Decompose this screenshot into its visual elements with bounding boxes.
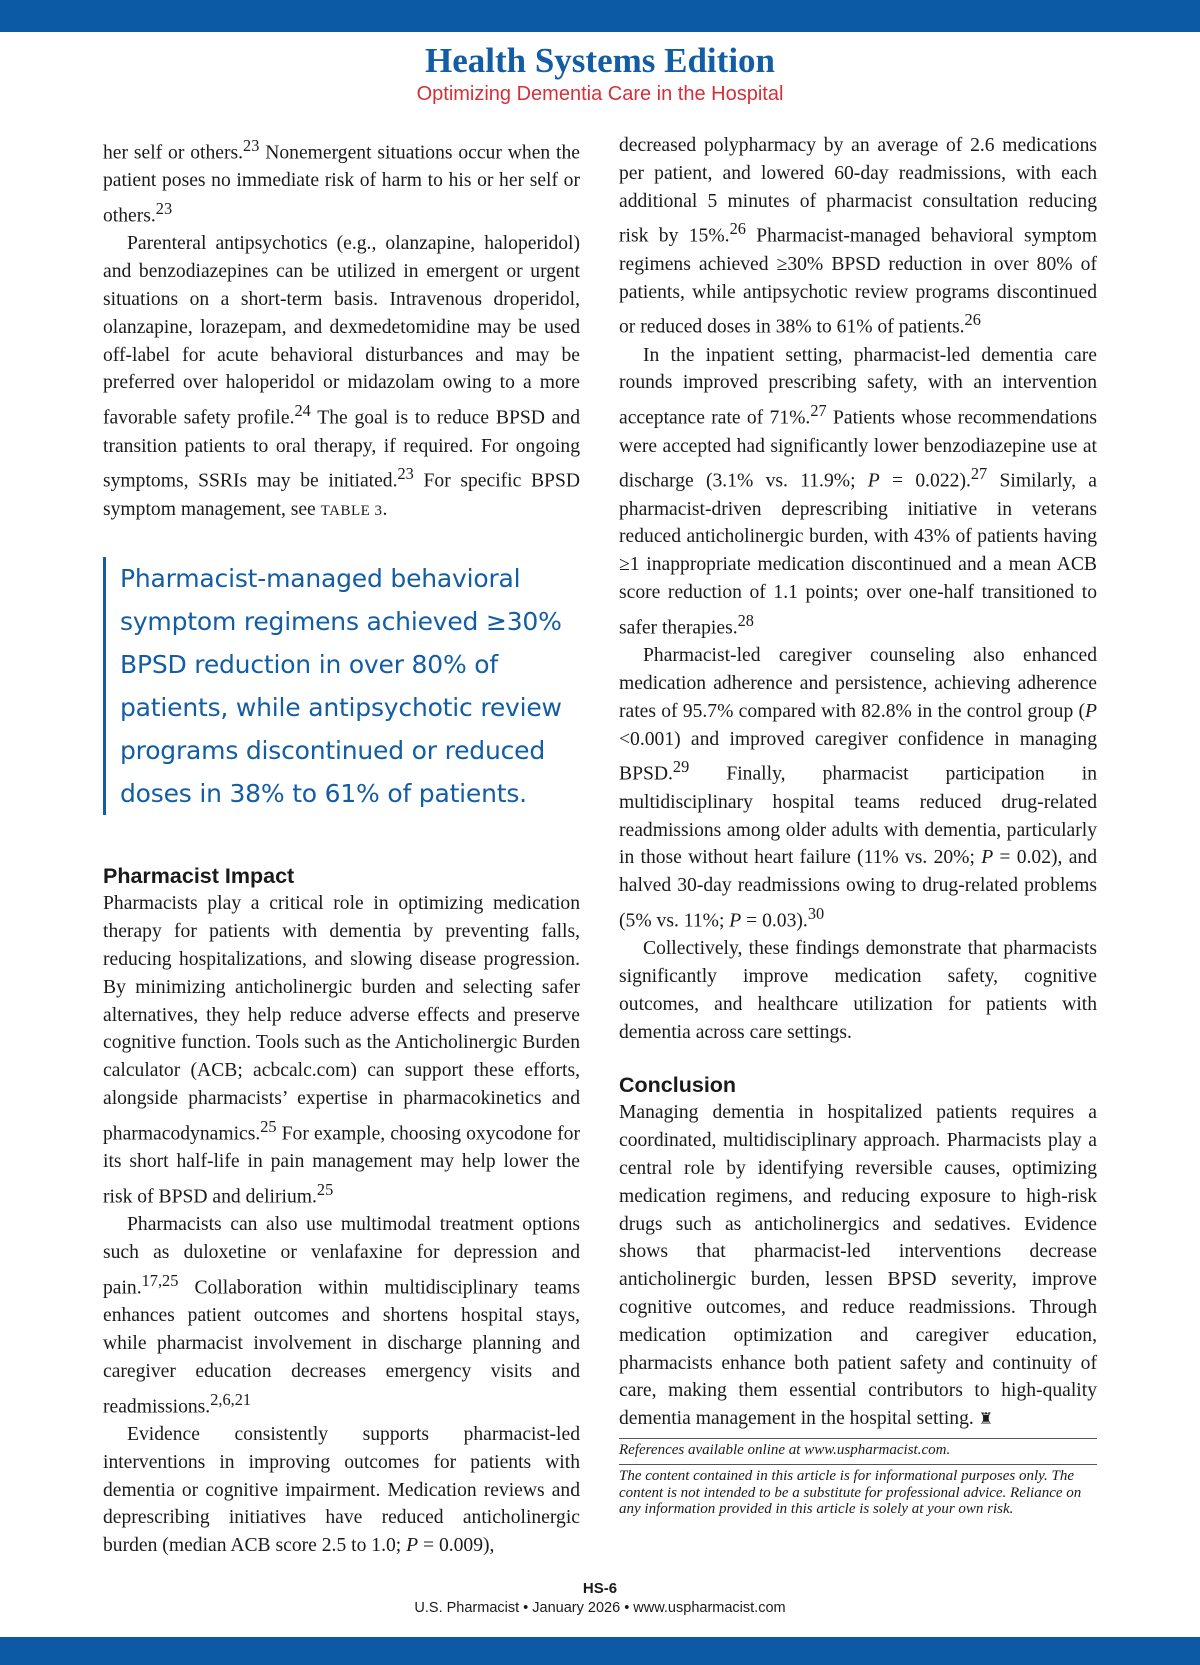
bottom-color-bar xyxy=(0,1637,1200,1665)
citation: 24 xyxy=(294,401,311,421)
paragraph: her self or others.$^{23}$ Nonemergent situations occur when the patient poses no immediate risk of harm to his or her self or others.$^{23}$ xyxy=(103,136,580,227)
page-header xyxy=(0,40,1200,106)
page-number: HS-6 xyxy=(582,1580,618,1597)
page-footer xyxy=(0,1580,1200,1618)
citation: 29 xyxy=(672,757,690,777)
citation: 26 xyxy=(964,310,981,330)
citation: 27 xyxy=(970,464,988,484)
section-heading-pharmacist-impact: Pharmacist Impact xyxy=(103,864,295,889)
paragraph: Managing dementia in hospitalized patients requires a coordinated, multidisciplinary approach. Pharmacists play a central role by identifying reversible causes, optimizing medication regimens, and reducing exposure to high-risk drugs such as anticholinergics and sedatives. Evidence shows that pharmacist-led interventions decrease anticholinergic burden, lessen BPSD severity, improve cognitive outcomes, and reduce readmissions. Through medication optimization and caregiver education, pharmacists enhance both patient safety and continuity of care, making them essential contributors to high-quality dementia management in the hospital setting. ♜ xyxy=(619,1102,1097,1430)
citation: 26 xyxy=(729,219,746,239)
paragraph: Pharmacist-led caregiver counseling also enhanced medication adherence and persistence, achieving adherence rates of 95.7% compared with 82.8% in the control group (P <0.001) and improved caregiver confidence in managing BPSD.$^{29}$ Finally, pharmacist participation in multidisciplinary hospital teams reduced drug-related readmissions among older adults with dementia, particularly in those without heart failure (11% vs. 20%; P = 0.02), and halved 30-day readmissions owing to drug-related problems (5% vs. 11%; P = 0.03).$^{30}$ xyxy=(619,645,1097,932)
paragraph: Collectively, these findings demonstrate that pharmacists significantly improve medication safety, cognitive outcomes, and healthcare utilization for patients with dementia across care settings. xyxy=(619,938,1097,1043)
paragraph: Parenteral antipsychotics (e.g., olanzapine, haloperidol) and benzodiazepines can be utilized in emergent or urgent situations on a short-term basis. Intravenous droperidol, olanzapine, lorazepam, and dexmedetomidine may be used off-label for acute behavioral disturbances and may be preferred over haloperidol or midazolam owing to a more favorable safety profile.$^{24}$ The goal is to reduce BPSD and transition patients to oral therapy, if required. For ongoing symptoms, SSRIs may be initiated.$^{23}$ For specific BPSD symptom management, see TABLE 3. xyxy=(103,233,580,520)
paragraph: Pharmacists play a critical role in optimizing medication therapy for patients with dementia by preventing falls, reducing hospitalizations, and slowing disease progression. By minimizing anticholinergic burden and selecting safer alternatives, they help reduce adverse effects and preserve cognitive function. Tools such as the Anticholinergic Burden calculator (ACB; acbcalc.com) can support these efforts, alongside pharmacists’ expertise in pharmacokinetics and pharmacodynamics.$^{25}$ For example, choosing oxycodone for its short half-life in pain management may help lower the risk of BPSD and delirium.$^{25}$ xyxy=(103,893,580,1208)
citation: 17,25 xyxy=(141,1270,179,1290)
left-column xyxy=(103,132,580,1560)
citation: 23 xyxy=(155,199,173,219)
citation: 27 xyxy=(810,401,827,421)
paragraph: Evidence consistently supports pharmacist-led interventions in improving outcomes for patients with dementia or cognitive impairment. Medication reviews and deprescribing initiatives have reduced anticholinergic burden (median ACB score 2.5 to 1.0; P = 0.009), xyxy=(103,1423,580,1557)
disclaimer: The content contained in this article is for informational purposes only. The content is not intended to be a substitute for professional advice. Reliance on any information provided in this article is solely at your own risk. xyxy=(619,1464,1097,1518)
citation: 23 xyxy=(397,464,414,484)
paragraph: Pharmacists can also use multimodal treatment options such as duloxetine or venlafaxine for depression and pain.$^{17,25}$ Collaboration within multidisciplinary teams enhances patient outcomes and shortens hospital stays, while pharmacist involvement in discharge planning and caregiver education decreases emergency visits and readmissions.$^{2,6,21}$ xyxy=(103,1214,580,1418)
footer-publication-line: U.S. Pharmacist • January 2026 • www.uspharmacist.com xyxy=(414,1600,786,1616)
edition-title: Health Systems Edition xyxy=(424,41,776,80)
citation: 25 xyxy=(260,1116,277,1136)
citation: 2,6,21 xyxy=(210,1389,252,1409)
end-of-article-icon: ♜ xyxy=(978,1411,994,1429)
citation: 23 xyxy=(243,136,260,155)
citation: 28 xyxy=(737,610,754,630)
section-heading-conclusion: Conclusion xyxy=(619,1073,737,1098)
top-color-bar xyxy=(0,0,1200,32)
citation: 30 xyxy=(807,903,825,923)
right-column xyxy=(619,132,1097,1518)
paragraph: In the inpatient setting, pharmacist-led dementia care rounds improved prescribing safety, with an intervention acceptance rate of 71%.$^{27}$ Patients whose recommendations were accepted had significantly lower benzodiazepine use at discharge (3.1% vs. 11.9%; P = 0.022).$^{27}$ Similarly, a pharmacist-driven deprescribing initiative in veterans reduced anticholinergic burden, with 43% of patients having ≥1 inappropriate medication discontinued and a mean ACB score reduction of 1.1 points; over one-half transitioned to safer therapies.$^{28}$ xyxy=(619,344,1097,639)
article-subtitle: Optimizing Dementia Care in the Hospital xyxy=(416,83,784,105)
pull-quote-container xyxy=(103,557,580,825)
citation: 25 xyxy=(316,1179,334,1199)
table-reference: TABLE 3 xyxy=(320,502,383,519)
article-notes xyxy=(619,1438,1097,1518)
paragraph: decreased polypharmacy by an average of 2.6 medications per patient, and lowered 60-day readmissions, with each additional 5 minutes of pharmacist consultation reducing risk by 15%.$^{26}$ Pharmacist-managed behavioral symptom regimens achieved ≥30% BPSD reduction in over 80% of patients, while antipsychotic review programs discontinued or reduced doses in 38% to 61% of patients.$^{26}$ xyxy=(619,135,1097,338)
pull-quote: Pharmacist-managed behavioral symptom regimens achieved ≥30% BPSD reduction in over 80% of patients, while antipsychotic review programs discontinued or reduced doses in 38% to 61% of patients. xyxy=(103,557,580,815)
references-note: References available online at www.uspharmacist.com. xyxy=(619,1438,1097,1459)
